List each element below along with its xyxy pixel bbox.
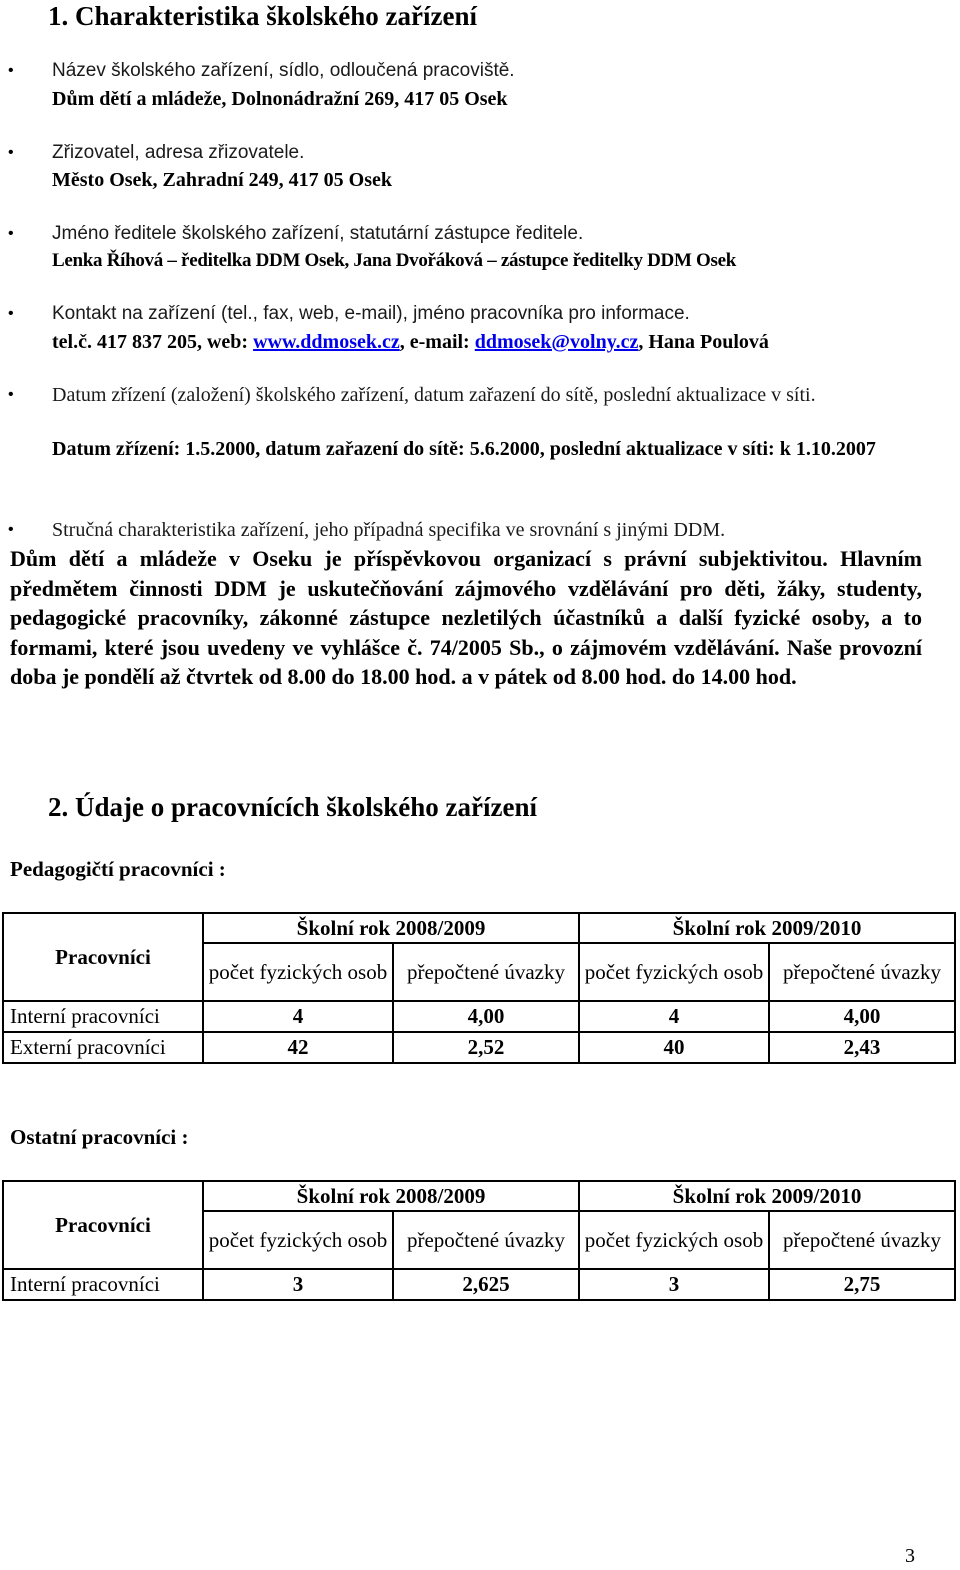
column-header-fte: přepočtené úvazky [393,1211,579,1269]
contact-value [52,329,922,355]
contact-person: , Hana Poulová [638,331,769,353]
email-link[interactable]: ddmosek@volny.cz [474,331,639,353]
item-label: Stručná charakteristika zařízení, jeho případná specifika ve srovnání s jinými DDM. [52,519,726,541]
year-header: Školní rok 2008/2009 [203,1181,579,1211]
cell-value: 4,00 [769,1001,955,1032]
item-label: Zřizovatel, adresa zřizovatele. [52,142,305,163]
table-row [3,1269,955,1300]
column-header-fte: přepočtené úvazky [769,943,955,1001]
item-label: Název školského zařízení, sídlo, odloučená pracoviště. [52,60,515,81]
cell-value: 3 [203,1269,393,1300]
cell-value: 4 [579,1001,769,1032]
cell-value: 2,43 [769,1032,955,1063]
item-value: Lenka Říhová – ředitelka DDM Osek, Jana Dvořáková – zástupce ředitelky DDM Osek [52,250,737,271]
other-staff-table [2,1180,956,1301]
year-header: Školní rok 2008/2009 [203,913,579,943]
column-header-persons: počet fyzických osob [579,943,769,1001]
email-label: , e-mail: [399,331,475,353]
bullet-icon: • [8,386,14,403]
column-header-fte: přepočtené úvazky [769,1211,955,1269]
bullet-icon: • [8,144,14,161]
item-label: Kontakt na zařízení (tel., fax, web, e-mail), jméno pracovníka pro informace. [52,303,690,324]
item-label: Datum zřízení (založení) školského zařízení, datum zařazení do sítě, poslední aktualizace v síti. [52,384,816,406]
section-1-heading: 1. Charakteristika školského zařízení [48,1,477,31]
other-staff-label: Ostatní pracovníci : [10,1125,189,1149]
row-name: Interní pracovníci [3,1269,203,1300]
row-name: Externí pracovníci [3,1032,203,1063]
page-number: 3 [905,1545,915,1567]
cell-value: 3 [579,1269,769,1300]
pedagogical-staff-table [2,912,956,1064]
column-header-persons: počet fyzických osob [203,943,393,1001]
cell-value: 42 [203,1032,393,1063]
table-row [3,1032,955,1063]
bullet-icon: • [8,521,14,538]
column-header-staff: Pracovníci [3,913,203,1001]
section-2-heading: 2. Údaje o pracovnících školského zařízení [48,792,537,822]
cell-value: 2,75 [769,1269,955,1300]
year-header: Školní rok 2009/2010 [579,1181,955,1211]
item-value: Dům dětí a mládeže, Dolnonádražní 269, 417 05 Osek [52,88,508,110]
year-header: Školní rok 2009/2010 [579,913,955,943]
phone-text: tel.č. 417 837 205, web: [52,331,254,353]
organization-description: Dům dětí a mládeže v Oseku je příspěvkovou organizací s právní subjektivitou. Hlavním předmětem činnosti DDM je uskutečňování zájmového vzdělávání pro děti, žáky, studenty, pedagogické pracovníky, zákonné zástupce nezletilých účastníků a další fyzické osoby, a to formami, které jsou uvedeny ve vyhlášce č. 74/2005 Sb., o zájmovém vzdělávání. Naše provozní doba je pondělí až čtvrtek od 8.00 do 18.00 hod. a v pátek od 8.00 hod. do 14.00 hod. [10,546,922,690]
web-link[interactable]: www.ddmosek.cz [253,331,400,353]
bullet-icon: • [8,62,14,79]
item-value: Datum zřízení: 1.5.2000, datum zařazení do sítě: 5.6.2000, poslední aktualizace v síti: k 1.10.2007 [52,438,876,460]
column-header-persons: počet fyzických osob [579,1211,769,1269]
column-header-persons: počet fyzických osob [203,1211,393,1269]
cell-value: 2,625 [393,1269,579,1300]
table-row [3,1001,955,1032]
row-name: Interní pracovníci [3,1001,203,1032]
item-value: Město Osek, Zahradní 249, 417 05 Osek [52,169,393,191]
cell-value: 4 [203,1001,393,1032]
cell-value: 40 [579,1032,769,1063]
pedagogical-staff-label: Pedagogičtí pracovníci : [10,857,226,881]
column-header-staff: Pracovníci [3,1181,203,1269]
bullet-icon: • [8,305,14,322]
cell-value: 2,52 [393,1032,579,1063]
bullet-icon: • [8,225,14,242]
cell-value: 4,00 [393,1001,579,1032]
item-label: Jméno ředitele školského zařízení, statutární zástupce ředitele. [52,223,584,244]
column-header-fte: přepočtené úvazky [393,943,579,1001]
